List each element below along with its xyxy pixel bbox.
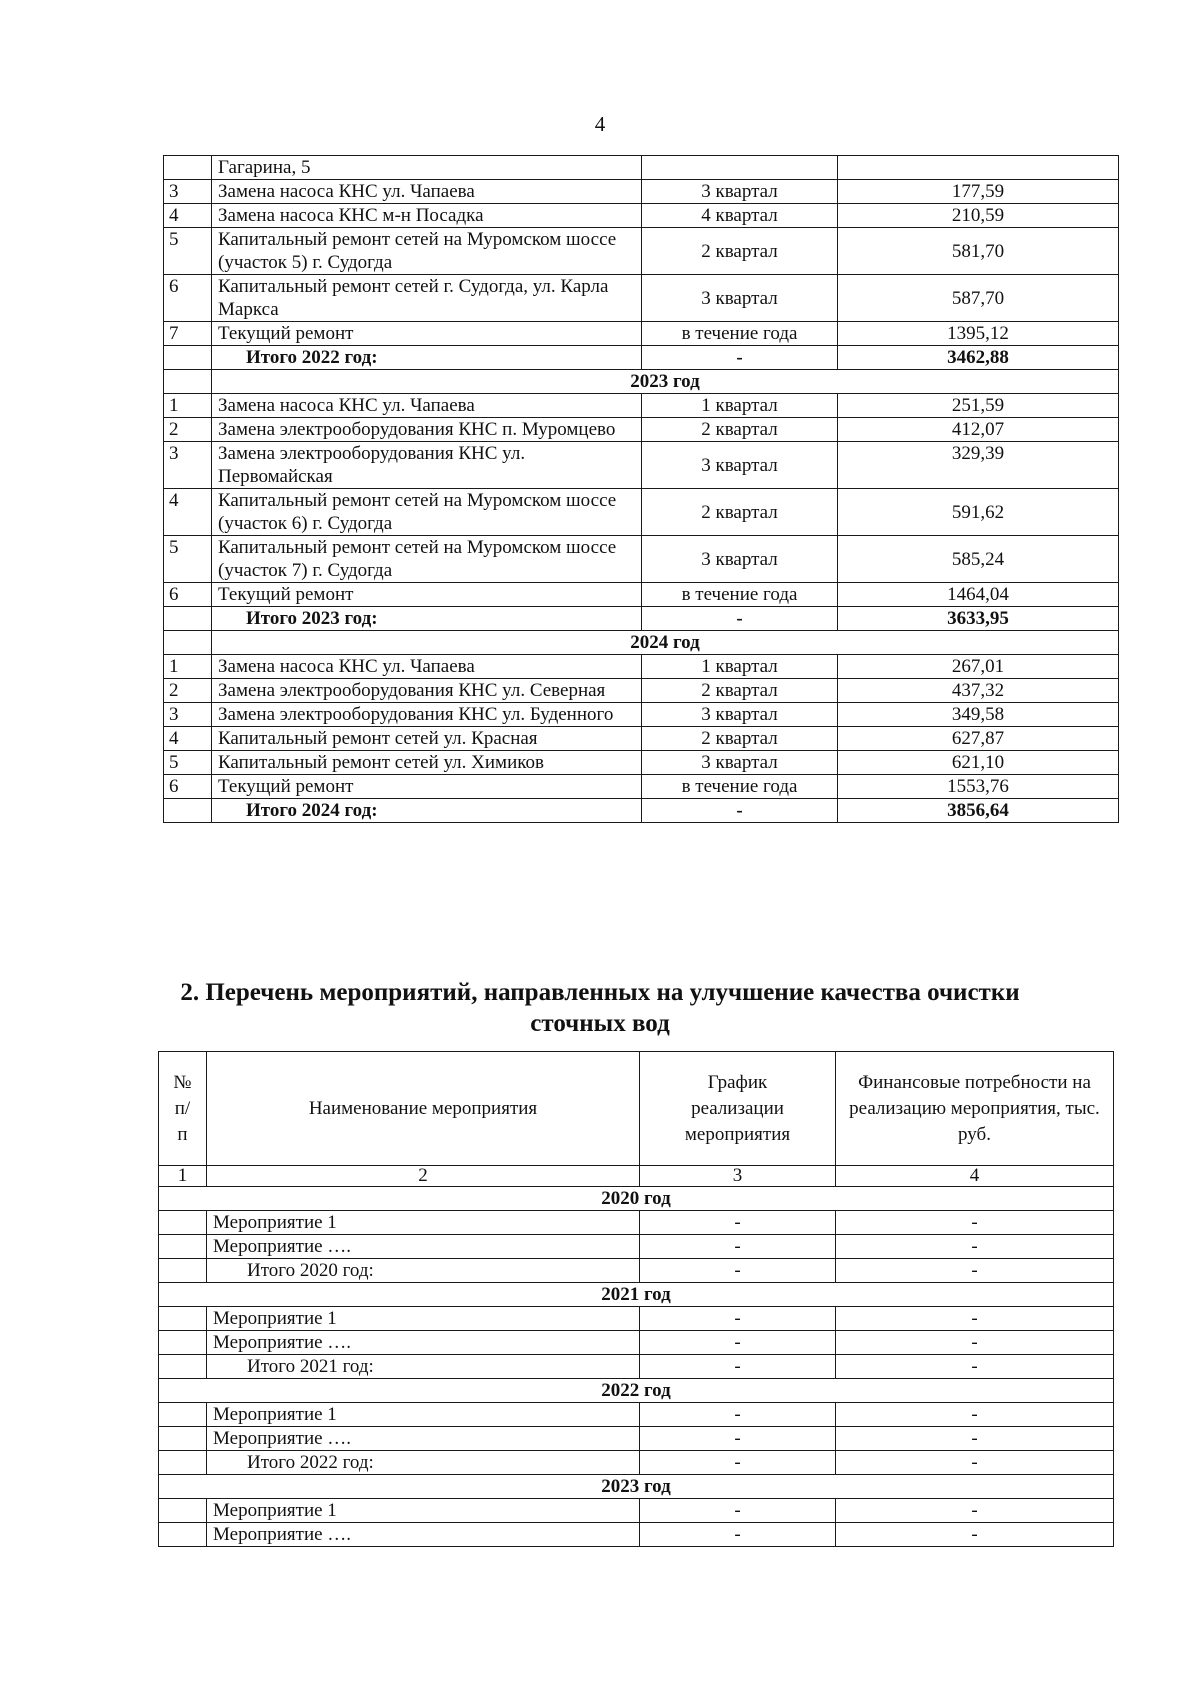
table-row: [164, 655, 1119, 679]
measure-name: Мероприятие ….: [207, 1331, 640, 1355]
schedule: 1 квартал: [642, 394, 838, 418]
measure-name: Капитальный ремонт сетей ул. Красная: [212, 727, 642, 751]
cost-value: 177,59: [838, 180, 1119, 204]
table-row: [164, 727, 1119, 751]
year-row: [164, 631, 1119, 655]
cost-value: -: [836, 1427, 1114, 1451]
schedule: [642, 156, 838, 180]
row-number: 6: [164, 275, 212, 322]
column-index: 2: [207, 1166, 640, 1187]
measure-name: Замена электрооборудования КНС ул. Буденного: [212, 703, 642, 727]
total-row: [164, 799, 1119, 823]
year-label: 2024 год: [212, 631, 1119, 655]
row-number: [159, 1451, 207, 1475]
measure-name: Капитальный ремонт сетей на Муромском шоссе (участок 6) г. Судогда: [212, 489, 642, 536]
year-row: [164, 370, 1119, 394]
year-label: 2022 год: [159, 1379, 1114, 1403]
measure-name: Текущий ремонт: [212, 322, 642, 346]
cost-value: 585,24: [838, 536, 1119, 583]
table-row: [164, 536, 1119, 583]
wastewater-measures-table: [158, 1051, 1114, 1547]
row-number: 3: [164, 180, 212, 204]
table-row: [164, 322, 1119, 346]
measure-name: Итого 2023 год:: [212, 607, 642, 631]
subtotal-row: [159, 1355, 1114, 1379]
schedule: 3 квартал: [642, 442, 838, 489]
schedule: 2 квартал: [642, 228, 838, 275]
row-number: 5: [164, 751, 212, 775]
schedule: -: [640, 1499, 836, 1523]
measure-name: Мероприятие ….: [207, 1523, 640, 1547]
subtotal-row: [159, 1451, 1114, 1475]
schedule: -: [640, 1307, 836, 1331]
cost-value: -: [836, 1403, 1114, 1427]
year-row: [159, 1475, 1114, 1499]
row-number: 2: [164, 679, 212, 703]
row-number: 5: [164, 536, 212, 583]
measure-name: Гагарина, 5: [212, 156, 642, 180]
row-number: 1: [164, 655, 212, 679]
row-number: [159, 1403, 207, 1427]
cost-value: 587,70: [838, 275, 1119, 322]
measure-name: Итого 2022 год:: [207, 1451, 640, 1475]
row-number: 4: [164, 204, 212, 228]
measure-name: Замена насоса КНС ул. Чапаева: [212, 655, 642, 679]
year-label: 2023 год: [212, 370, 1119, 394]
row-number: [164, 346, 212, 370]
row-number: [159, 1211, 207, 1235]
schedule: 2 квартал: [642, 727, 838, 751]
table-row: [159, 1403, 1114, 1427]
row-number: [159, 1307, 207, 1331]
row-number: 5: [164, 228, 212, 275]
schedule: -: [640, 1451, 836, 1475]
row-number: 6: [164, 583, 212, 607]
measure-name: Мероприятие ….: [207, 1427, 640, 1451]
row-number: [159, 1259, 207, 1283]
table-header-row: [159, 1052, 1114, 1166]
column-index: 1: [159, 1166, 207, 1187]
schedule: 3 квартал: [642, 703, 838, 727]
row-number: 3: [164, 703, 212, 727]
row-number: [159, 1427, 207, 1451]
header-num: № п/п: [159, 1052, 207, 1166]
row-number: 6: [164, 775, 212, 799]
table-row: [164, 679, 1119, 703]
table-row: [164, 442, 1119, 489]
cost-value: -: [836, 1499, 1114, 1523]
measure-name: Капитальный ремонт сетей на Муромском шоссе (участок 7) г. Судогда: [212, 536, 642, 583]
cost-value: -: [836, 1331, 1114, 1355]
cost-value: 581,70: [838, 228, 1119, 275]
cost-value: 267,01: [838, 655, 1119, 679]
header-finance: Финансовые потребности на реализацию мероприятия, тыс. руб.: [836, 1052, 1114, 1166]
table-row: [159, 1235, 1114, 1259]
table-row: [164, 583, 1119, 607]
cost-value: 591,62: [838, 489, 1119, 536]
measure-name: Замена насоса КНС ул. Чапаева: [212, 180, 642, 204]
measure-name: Мероприятие 1: [207, 1307, 640, 1331]
total-row: [164, 607, 1119, 631]
table-row: [164, 394, 1119, 418]
measure-name: Замена насоса КНС ул. Чапаева: [212, 394, 642, 418]
schedule: -: [640, 1211, 836, 1235]
table-row: [159, 1427, 1114, 1451]
subtotal-row: [159, 1259, 1114, 1283]
schedule: 3 квартал: [642, 536, 838, 583]
measure-name: Замена электрооборудования КНС ул. Северная: [212, 679, 642, 703]
cost-value: -: [836, 1355, 1114, 1379]
column-index-row: [159, 1166, 1114, 1187]
page-number: 4: [594, 112, 606, 136]
row-number: 7: [164, 322, 212, 346]
schedule: -: [640, 1403, 836, 1427]
measures-table-part1: [163, 155, 1119, 823]
measure-name: Текущий ремонт: [212, 583, 642, 607]
row-number: [159, 1355, 207, 1379]
header-name: Наименование мероприятия: [207, 1052, 640, 1166]
schedule: -: [642, 607, 838, 631]
cost-value: 210,59: [838, 204, 1119, 228]
year-row: [159, 1283, 1114, 1307]
table-row: [164, 156, 1119, 180]
table-row: [159, 1307, 1114, 1331]
measure-name: Мероприятие 1: [207, 1403, 640, 1427]
year-row: [159, 1379, 1114, 1403]
table-row: [164, 180, 1119, 204]
cost-value: 329,39: [838, 442, 1119, 489]
cost-value: 3633,95: [838, 607, 1119, 631]
row-number: 2: [164, 418, 212, 442]
table-row: [159, 1523, 1114, 1547]
measure-name: Мероприятие ….: [207, 1235, 640, 1259]
schedule: -: [642, 346, 838, 370]
cost-value: -: [836, 1523, 1114, 1547]
cost-value: 621,10: [838, 751, 1119, 775]
schedule: в течение года: [642, 775, 838, 799]
cost-value: 349,58: [838, 703, 1119, 727]
cost-value: 437,32: [838, 679, 1119, 703]
schedule: 2 квартал: [642, 418, 838, 442]
year-row: [159, 1187, 1114, 1211]
cost-value: -: [836, 1307, 1114, 1331]
schedule: 4 квартал: [642, 204, 838, 228]
measure-name: Капитальный ремонт сетей г. Судогда, ул. Карла Маркса: [212, 275, 642, 322]
cost-value: -: [836, 1259, 1114, 1283]
schedule: 2 квартал: [642, 679, 838, 703]
measure-name: Итого 2020 год:: [207, 1259, 640, 1283]
measure-name: Капитальный ремонт сетей на Муромском шоссе (участок 5) г. Судогда: [212, 228, 642, 275]
schedule: -: [640, 1523, 836, 1547]
row-number: [159, 1235, 207, 1259]
row-number: [159, 1499, 207, 1523]
measure-name: Итого 2022 год:: [212, 346, 642, 370]
total-row: [164, 346, 1119, 370]
table-row: [159, 1499, 1114, 1523]
measure-name: Мероприятие 1: [207, 1211, 640, 1235]
row-number: 1: [164, 394, 212, 418]
section-2-heading: 2. Перечень мероприятий, направленных на улучшение качества очистки сточных вод: [180, 979, 1020, 1037]
table-row: [164, 703, 1119, 727]
cost-value: -: [836, 1235, 1114, 1259]
row-number: 3: [164, 442, 212, 489]
row-number: [159, 1331, 207, 1355]
measure-name: Замена насоса КНС м-н Посадка: [212, 204, 642, 228]
schedule: 3 квартал: [642, 275, 838, 322]
cost-value: -: [836, 1211, 1114, 1235]
measure-name: Итого 2024 год:: [212, 799, 642, 823]
cost-value: 251,59: [838, 394, 1119, 418]
measure-name: Итого 2021 год:: [207, 1355, 640, 1379]
schedule: -: [640, 1331, 836, 1355]
schedule: в течение года: [642, 583, 838, 607]
measure-name: Текущий ремонт: [212, 775, 642, 799]
cost-value: 1553,76: [838, 775, 1119, 799]
measure-name: Мероприятие 1: [207, 1499, 640, 1523]
year-label: 2023 год: [159, 1475, 1114, 1499]
year-label: 2021 год: [159, 1283, 1114, 1307]
schedule: 3 квартал: [642, 180, 838, 204]
column-index: 3: [640, 1166, 836, 1187]
schedule: -: [640, 1235, 836, 1259]
header-schedule: График реализации мероприятия: [640, 1052, 836, 1166]
row-number: 4: [164, 727, 212, 751]
table-row: [164, 204, 1119, 228]
schedule: -: [640, 1427, 836, 1451]
row-number: [164, 156, 212, 180]
table-row: [164, 275, 1119, 322]
cost-value: 3856,64: [838, 799, 1119, 823]
year-label: [164, 370, 212, 394]
table-row: [164, 489, 1119, 536]
cost-value: 3462,88: [838, 346, 1119, 370]
schedule: -: [640, 1355, 836, 1379]
table-row: [164, 751, 1119, 775]
schedule: 2 квартал: [642, 489, 838, 536]
schedule: 3 квартал: [642, 751, 838, 775]
table-row: [164, 418, 1119, 442]
row-number: 4: [164, 489, 212, 536]
cost-value: 627,87: [838, 727, 1119, 751]
row-number: [159, 1523, 207, 1547]
row-number: [164, 607, 212, 631]
table-row: [159, 1211, 1114, 1235]
schedule: 1 квартал: [642, 655, 838, 679]
schedule: в течение года: [642, 322, 838, 346]
cost-value: 1395,12: [838, 322, 1119, 346]
cost-value: -: [836, 1451, 1114, 1475]
cost-value: 1464,04: [838, 583, 1119, 607]
table-row: [164, 228, 1119, 275]
cost-value: [838, 156, 1119, 180]
measure-name: Замена электрооборудования КНС п. Муромцево: [212, 418, 642, 442]
year-label: 2020 год: [159, 1187, 1114, 1211]
schedule: -: [642, 799, 838, 823]
schedule: -: [640, 1259, 836, 1283]
table-row: [159, 1331, 1114, 1355]
cost-value: 412,07: [838, 418, 1119, 442]
year-label: [164, 631, 212, 655]
table-row: [164, 775, 1119, 799]
row-number: [164, 799, 212, 823]
measure-name: Замена электрооборудования КНС ул. Первомайская: [212, 442, 642, 489]
column-index: 4: [836, 1166, 1114, 1187]
measure-name: Капитальный ремонт сетей ул. Химиков: [212, 751, 642, 775]
